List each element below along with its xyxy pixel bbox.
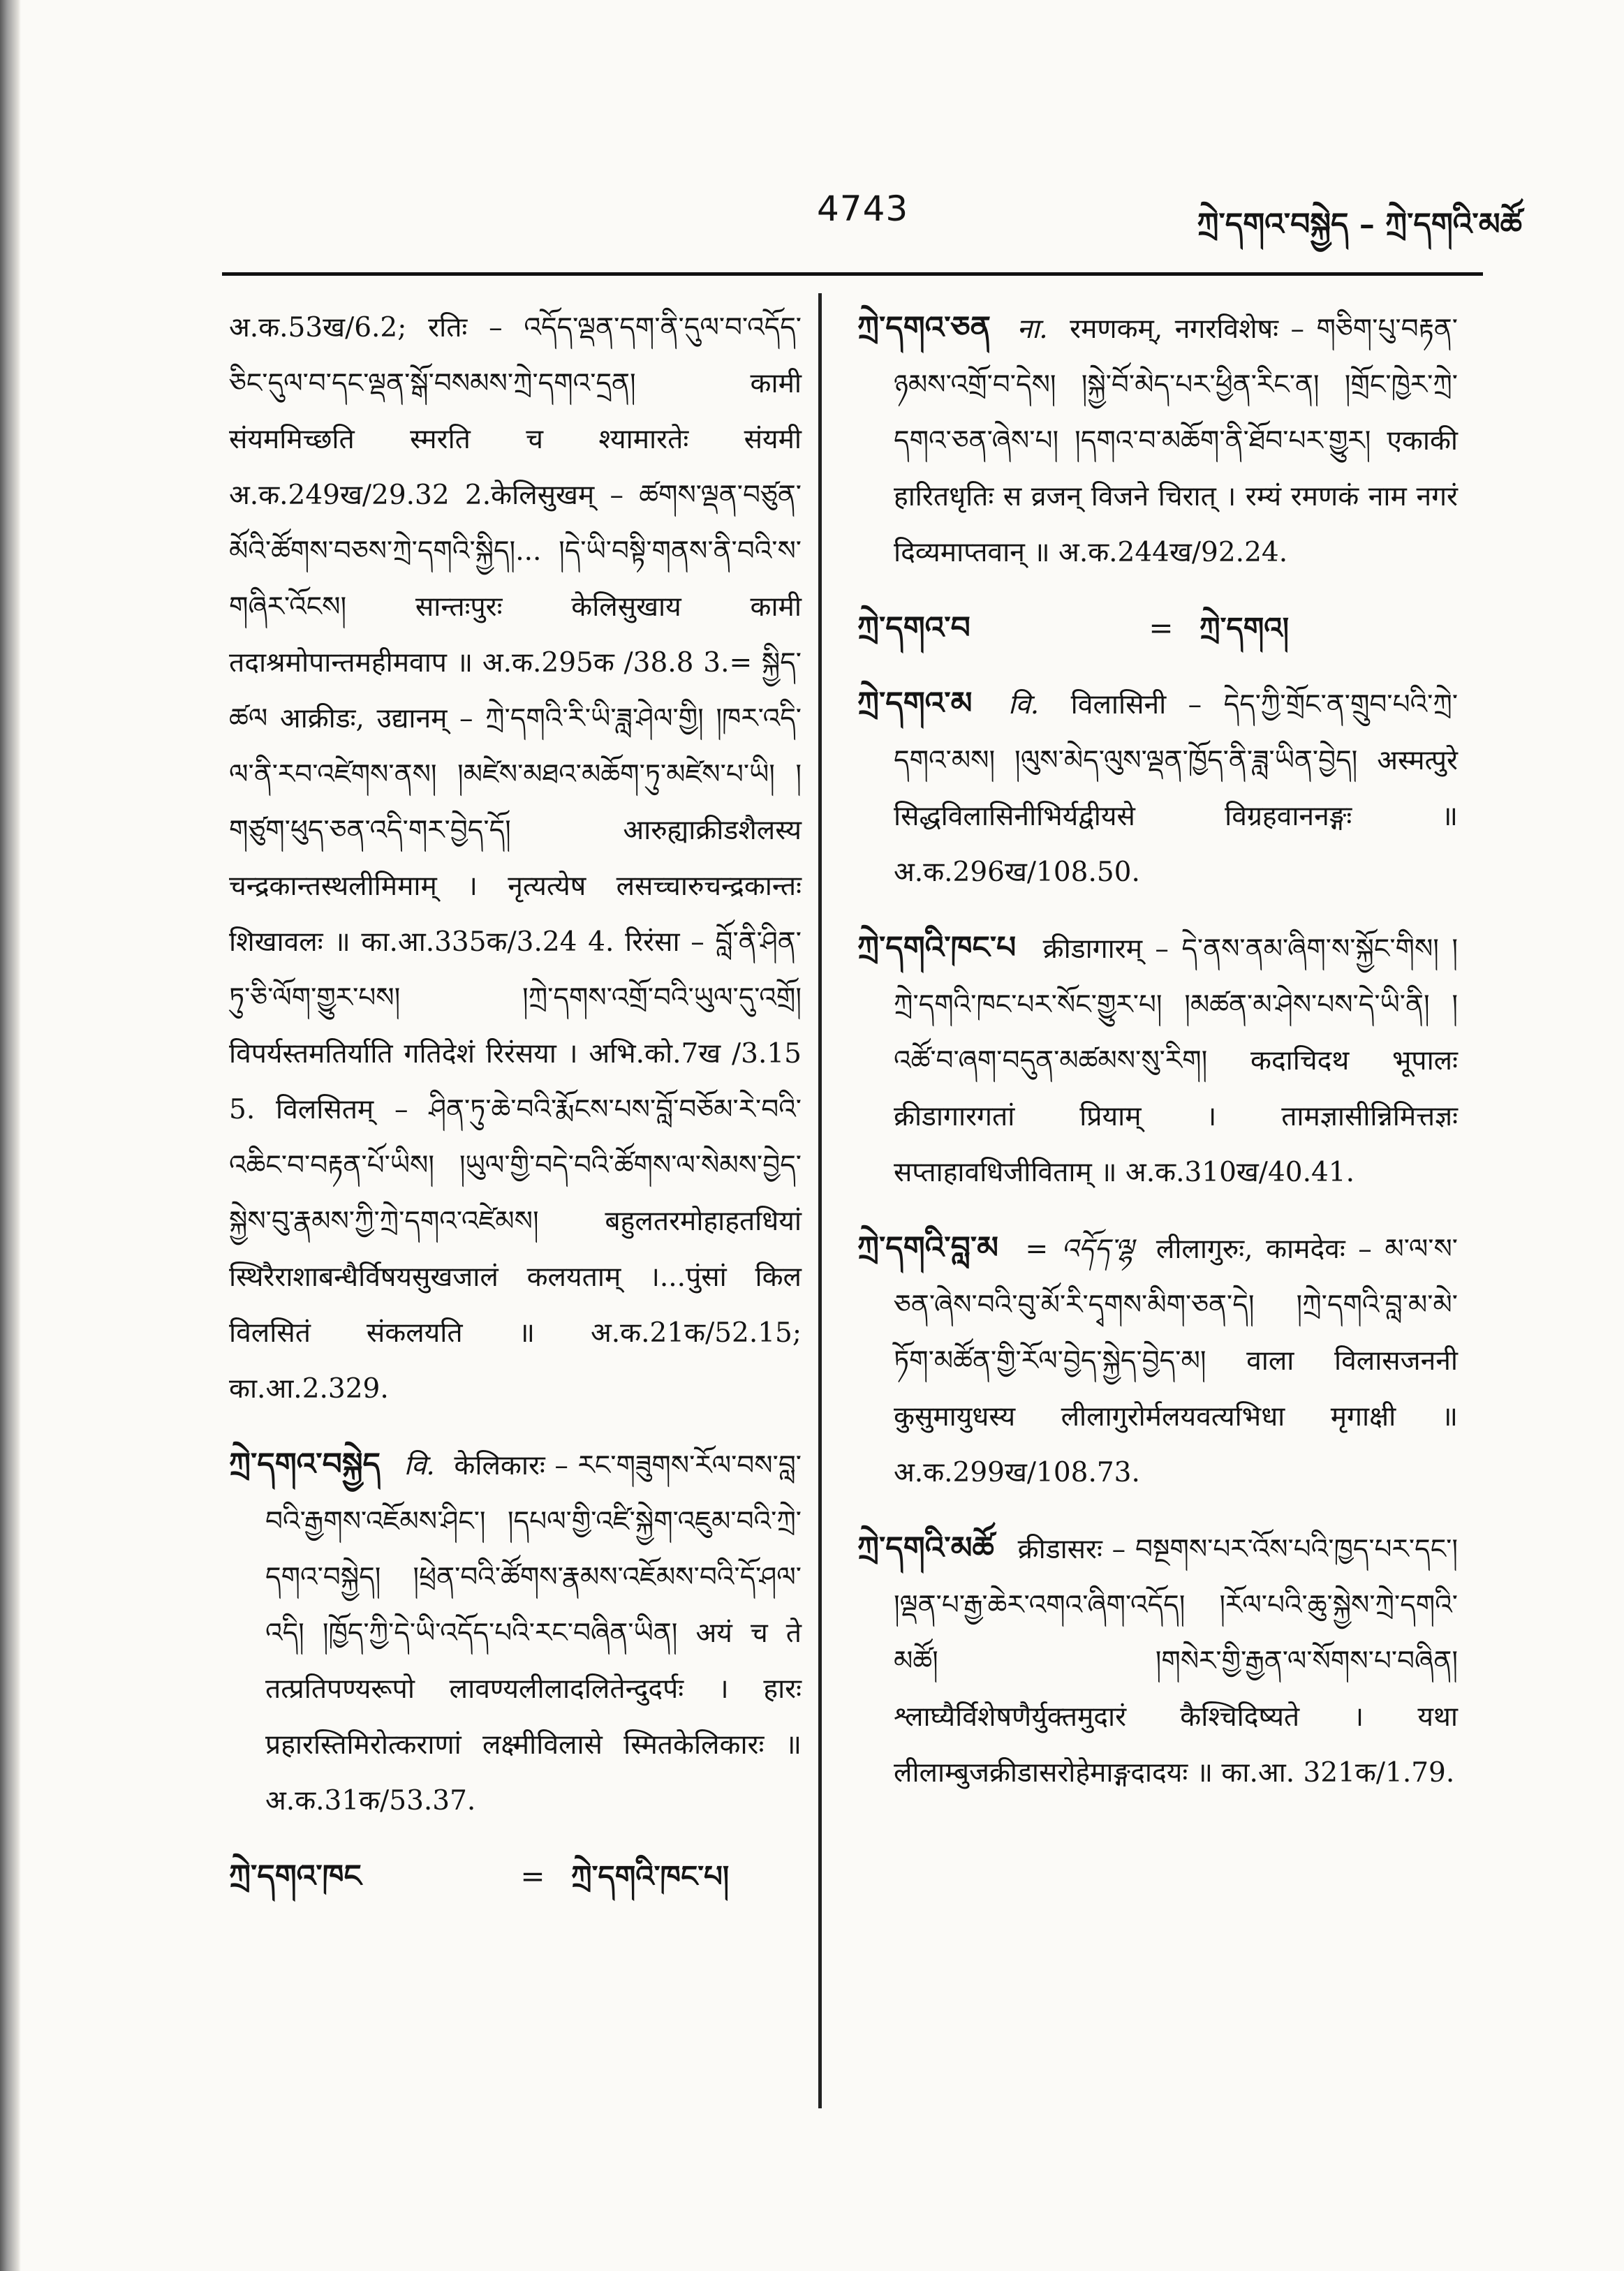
entry-headword: ཀྲེ་དགའི་མཚོ [857, 1530, 994, 1566]
dictionary-entry [229, 1437, 802, 1829]
running-head: ཀྲེ་དགའ་བསྐྱེད – ཀྲེ་དགའི་མཚོ [1197, 207, 1522, 242]
entry-text: अ.क.53ख/6.2; रतिः – འདོད་ལྡན་དག་ནི་དུལ་བ་འདོད་ཅིང་དུལ་བ་དང་ལྡན་སྒོ་བསམས་ཀྲེ་དགའ་དྲན། कामी संयममिच्छति स्मरति च श्यामारतेः संयमी अ.क.249ख/29.32 2.केलिसुखम् – ཚགས་ལྡན་བཙུན་མོའི་ཚོགས་བཅས་ཀྲེ་དགའི་སྐྱིད།... །དེ་ཡི་བསྟི་གནས་ནི་བའི་ས་གཞིར་འོངས། सान्तःपुरः केलिसुखाय कामी तदाश्रमोपान्तमहीमवाप ॥ अ.क.295क /38.8 3.= སྐྱིད་ཚལ आक्रीडः, उद्यानम् – ཀྲེ་དགའི་རི་ཡི་ཟླ་ཤེལ་གྱི། །ཁར་འདི་ལ་ནི་རབ་འཛེགས་ནས། །མཛེས་མཐའ་མཆོག་ཏུ་མཛེས་པ་ཡི། །གཙུག་ཕུད་ཅན་འདི་གར་བྱེད་དོ། आरुह्याक्रीडशैलस्य चन्द्रकान्तस्थलीमिमाम् । नृत्यत्येष लसच्चारुचन्द्रकान्तः शिखावलः ॥ का.आ.335क/3.24 4. रिरंसा – བློ་ནི་ཤིན་ཏུ་ཅི་ལོག་གྱུར་པས། །ཀྲེ་དགས་འགྲོ་བའི་ཡུལ་དུ་འགྲོ། विपर्यस्तमतिर्याति गतिदेशं रिरंसया । अभि.को.7ख /3.15 5. विलसितम् – ཤིན་ཏུ་ཆེ་བའི་རྨོངས་པས་བློ་བཅོམ་རེ་བའི་འཆིང་བ་བརྟན་པོ་ཡིས། །ཡུལ་གྱི་བདེ་བའི་ཚོགས་ལ་སེམས་བྱེད་སྐྱེས་བུ་རྣམས་ཀྱི་ཀྲེ་དགའ་འཛེམས། बहुलतरमोहाहतधियां स्थिरैराशाबन्धैर्विषयसुखजालं कलयताम् ।...पुंसां किल विलसितं संकलयति ॥ अ.क.21क/52.15; का.आ.2.329. [229, 312, 802, 1405]
dictionary-entry [857, 1521, 1458, 1801]
left-column [229, 300, 802, 1924]
entry-text: लीलागुरुः, कामदेवः – མ་ལ་ས་ཅན་ཞེས་བའི་བུ་མོ་རི་དྭགས་མིག་ཅན་དེ། །ཀྲེ་དགའི་བླ་མ་མེ་ཏོག་མཚོན་གྱི་རོལ་བྱེད་སྐྱེད་བྱེད་མ། वाला विलासजननी कुसुमायुधस्य लीलागुरोर्मलयवत्यभिधा मृगाक्षी ॥ अ.क.299ख/108.73. [894, 1234, 1458, 1488]
header-rule [222, 272, 1483, 276]
dictionary-entry [857, 1220, 1458, 1501]
dictionary-entry [857, 676, 1458, 901]
entry-text: केलिकारः – རང་གཟུགས་རོལ་བས་བླ་བའི་རྒྱགས་འཇོམས་ཤིང་། །དཔལ་གྱི་འཛི་སྐྱེག་འཇུམ་བའི་ཀྲེ་དགའ་བསྐྱེད། །ཕྲེན་བའི་ཚོགས་རྣམས་འཇོམས་བའི་དོ་ཤལ་འདི། །ཁྱོད་ཀྱི་དེ་ཡི་འདོད་པའི་རང་བཞིན་ཡིན། अयं च ते तत्प्रतिपण्यरूपो लावण्यलीलादलितेन्दुदर्पः । हारः प्रहारस्तिमिरोत्कराणां लक्ष्मीविलासे स्मितकेलिकारः ॥ अ.क.31क/53.37. [265, 1450, 802, 1817]
cross-reference-target: ཀྲེ་དགའི་ཁང་པ། [571, 1859, 730, 1893]
entry-headword: ཀྲེ་དགའ་བ [857, 610, 970, 646]
dictionary-entry [857, 300, 1458, 581]
entry-headword: ཀྲེ་དགའ་མ [857, 686, 973, 721]
entry-text: रमणकम्, नगरविशेषः – གཅིག་པུ་བརྟན་ཉམས་འགྲོ་བ་དེས། །སྐྱེ་བོ་མེད་པར་ཕྱིན་རིང་ན། །གྲོང་ཁྱེར་ཀྲེ་དགའ་ཅན་ཞེས་པ། །དགའ་བ་མཆོག་ནི་ཐོབ་པར་གྱུར། एकाकी हारितधृतिः स व्रजन् विजने चिरात् । रम्यं रमणकं नाम नगरं दिव्यमाप्तवान् ॥ अ.क.244ख/92.24. [894, 313, 1458, 568]
dictionary-entry [229, 300, 802, 1417]
entry-pos: ना. [1017, 313, 1048, 345]
cross-reference-entry [857, 600, 1458, 656]
entry-text: विलासिनी – དེད་ཀྱི་གྲོང་ན་གྲུབ་པའི་ཀྲེ་དགའ་མས། །ལུས་མེད་ལུས་ལྡན་ཁྱོད་ནི་ཟླ་ཡིན་བྱེད། अस्मत्पुरे सिद्धविलासिनीभिर्यद्वीयसे विग्रहवाननङ्गः ॥ अ.क.296ख/108.50. [894, 689, 1459, 888]
cross-reference-target: ཀྲེ་དགའ། [1199, 611, 1290, 645]
entry-pos: वि. [1008, 689, 1040, 720]
entry-text: क्रीडासरः – བསྔགས་པར་འོས་པའི་ཁྱད་པར་དང་། །ལྡན་པ་རྒྱ་ཆེར་འགའ་ཞིག་འདོད། །རོལ་པའི་ཆུ་སྐྱེས་ཀྲེ་དགའི་མཚོ། །གསེར་གྱི་རྒྱན་ལ་སོགས་པ་བཞིན། श्लाघ्यैर्विशेषणैर्युक्तमुदारं कैश्चिदिष्यते । यथा लीलाम्बुजक्रीडासरोहेमाङ्गदादयः ॥ का.आ. 321क/1.79. [894, 1534, 1458, 1789]
equals-sign: = [1149, 611, 1174, 645]
equals-sign: = [520, 1859, 545, 1893]
entry-headword: ཀྲེ་དགའི་བླ་མ [857, 1230, 998, 1266]
entry-headword: ཀྲེ་དགའ་ཅན [857, 310, 991, 346]
entry-headword: ཀྲེ་དགའ་བསྐྱེད [229, 1447, 381, 1482]
entry-headword: ཀྲེ་དགའི་ཁང་པ [857, 930, 1017, 966]
column-divider [818, 293, 822, 2108]
scan-edge-shadow [0, 0, 21, 2271]
cross-reference-entry [229, 1849, 802, 1904]
entry-text: क्रीडागारम् – དེ་ནས་ནམ་ཞིག་ས་སྐྱོང་གིས། །ཀྲེ་དགའི་ཁང་པར་སོང་གྱུར་པ། །མཚན་མ་ཤེས་པས་དེ་ཡི་ནི། །འཚོ་བ་ཞག་བདུན་མཚམས་སུ་རིག། कदाचिदथ भूपालः क्रीडागारगतां प्रियाम् । तामज्ञासीन्निमित्तज्ञः सप्ताहावधिजीविताम् ॥ अ.क.310ख/40.41. [894, 933, 1458, 1188]
right-column [857, 300, 1458, 1821]
entry-headword: ཀྲེ་དགའ་ཁང [229, 1858, 362, 1894]
dictionary-entry [857, 920, 1458, 1201]
entry-pos: वि. [404, 1450, 435, 1481]
entry-pos: = འདོད་ལྷ [1025, 1234, 1134, 1265]
page-number: 4743 [817, 188, 909, 229]
